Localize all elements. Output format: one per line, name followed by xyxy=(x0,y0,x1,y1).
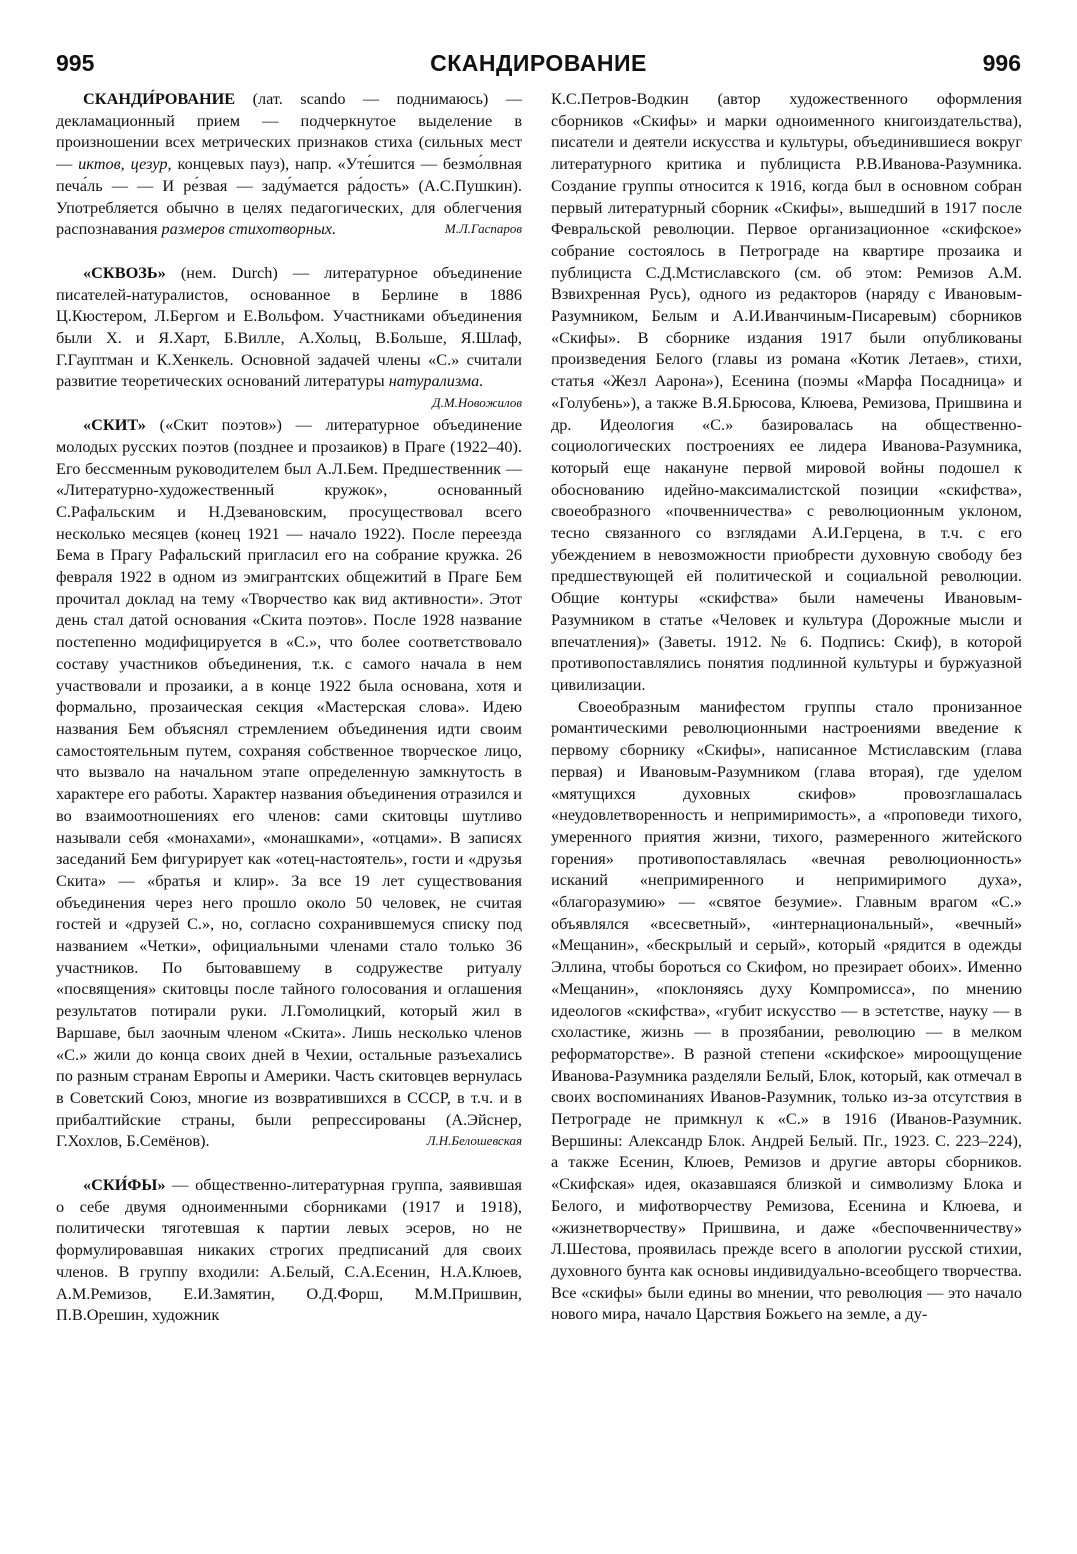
entry-text: (лат. scando — поднимаюсь) — декламационный прием — подчеркнутое выделение в произношении всех метрических признаков стиха (сильных мест — xyxy=(56,89,522,174)
author-signature: Д.М.Новожилов xyxy=(432,395,522,411)
entry-skit xyxy=(56,414,522,1152)
entry-paragraph xyxy=(56,414,522,1152)
running-title: СКАНДИРОВАНИЕ xyxy=(430,50,647,76)
entry-paragraph: Своеобразным манифестом группы стало пронизанное романтическими революционными настроениями введение к первому сборнику «Скифы», написанное Мстиславским (глава первая) и Ивановым-Разумником (глава вторая), где уделом «мятущихся духовных скифов» провозглашалась «неудовлетворенность и непримиримость», а «проповеди тихого, умеренного приятия жизни, тихого, размеренного житейского горения» противопоставлялась «вечная революционность» исканий «непримиренного и непримиримого духа», «благоразумию» — «святое безумие». Главным врагом «С.» объявлялся «всесветный», «интернациональный», «вечный» «Мещанин», «бескрылый и серый», который «рядится в одежды Эллина, чтобы бороться со Скифом, но презирает обоих». Именно «Мещанин», «поклоняясь духу Компромисса», по мнению идеологов «скифства», «губит искусство — в эстетстве, науку — в схоластике, жизнь — в прозябании, революцию — в мелком реформаторстве». В разной степени «скифское» мироощущение Иванова-Разумника разделяли Белый, Блок, который, как отмечал в своих воспоминаниях Иванов-Разумник, только из-за отсутствия в Петрограде не примкнул к «С.» в 1916 (Иванов-Разумник. Вершины: Александр Блок. Андрей Белый. Пг., 1923. С. 223–224), а также Есенин, Клюев, Ремизов и другие авторы сборников. «Скифская» идея, оказавшаяся близкой и символизму Блока и Белого, и мифотворчеству Ремизова, Есенина и Клюева, и «жизнетворчеству» Пришвина, и даже «беспочвенничеству» Л.Шестова, проявилась прежде всего в апологии русской стихии, духовного бунта как основы индивидуально-всеобщего творчества. Все «скифы» были едины во мнении, что революция — это начало нового мира, начало Царствия Божьего на земле, а ду- xyxy=(551,696,1022,1324)
headword: «СКИТ» xyxy=(83,415,146,435)
entry-text: («Скит поэтов») — литературное объединение молодых русских поэтов (позднее и прозаиков) в Праге (1922–40). Его бессменным руководителем был А.Л.Бем. Предшественник — «Литературно-художественный кружок», основанный С.Рафальским и Н.Дзевановским, просуществовал всего несколько месяцев (конец 1921 — начало 1922). После переезда Бема в Прагу Рафальский пригласил его на собрание кружка. 26 февраля 1922 в одном из эмигрантских общежитий в Праге Бем прочитал доклад на тему «Творчество как вид активности». Этот день стал датой основания «Скита поэтов». После 1928 название постепенно модифицируется в «С.», что более соответствовало составу участников объединения, т.к. с самого начала в нем участвовали и прозаики, а в конце 1922 была основана, хотя и формально, прозаическая секция «Мастерская слова». Идею названия Бем объяснял стремлением объединения идти своим самостоятельным путем, сохраняя собственное творческое лицо, что вызвало на начальном этапе определенную замкнутость в характере его работы. Характер названия объединения отразился и во взаимоотношениях его членов: сами скитовцы шутливо называли себя «монахами», «монашками», «отцами». В записях заседаний Бем фигурирует как «отец-настоятель», гости и «друзья Скита» — «братья и клир». За все 19 лет существования объединения через него прошло около 50 человек, не считая гостей и «друзей С.», но, согласно сохранившемуся списку под названием «Четки», официальными членами стало только 36 участников. По бытовавшему в содружестве ритуалу «посвящения» скитовцы после тайного голосования и оглашения результатов потирали руки. Л.Гомолицкий, который жил в Варшаве, был заочным членом «Скита». Лишь несколько членов «С.» жили до конца своих дней в Чехии, остальные разъехались по разным странам Европы и Америки. Часть скитовцев вернулась в Советский Союз, многие из возвратившихся в СССР, в т.ч. и в прибалтийские страны, были репрессированы (А.Эйснер, Г.Хохлов, Б.Семёнов). xyxy=(56,415,522,1151)
left-column xyxy=(56,88,522,1326)
author-signature: М.Л.Гаспаров xyxy=(444,221,522,237)
entry-paragraph xyxy=(56,1174,522,1326)
entry-skvoz xyxy=(56,262,522,411)
cross-reference: размеров стихотворных. xyxy=(161,219,337,239)
page-number-right: 996 xyxy=(982,50,1021,76)
entry-text: — общественно-литературная группа, заявившая о себе двумя одноименными сборниками (1917 и 1918), политически тяготевшая к партии левых эсеров, но не формулировавшая никаких строгих предписаний для своих членов. В группу входили: А.Белый, С.А.Есенин, Н.А.Клюев, А.М.Ремизов, Е.И.Замятин, О.Д.Форш, М.М.Пришвин, П.В.Орешин, художник xyxy=(56,1175,522,1325)
entry-paragraph xyxy=(56,262,522,411)
entry-paragraph: К.С.Петров-Водкин (автор художественного оформления сборников «Скифы» и марки одноименного книгоиздательства), писатели и деятели искусства и культуры, объединившиеся вокруг литературного критика и публициста Р.В.Иванова-Разумника. Создание группы относится к 1916, когда был в основном собран первый литературный сборник «Скифы», вышедший в 1917 после Февральской революции. Первое организационное «скифское» собрание состоялось в Петрограде на квартире прозаика и публициста С.Д.Мстиславского (см. об этом: Ремизов А.М. Взвихренная Русь), одного из редакторов (наряду с Ивановым-Разумником, Белым и А.И.Иванчиным-Писаревым) сборников «Скифы». В сборнике издания 1917 были опубликованы произведения Белого (главы из романа «Котик Летаев», стихи, статья «Жезл Аарона»), Есенина (поэмы «Марфа Посадница» и «Голубень»), а также В.Я.Брюсова, Клюева, Ремизова, Пришвина и др. Идеология «С.» базировалась на общественно-социологических построениях ее лидера Иванова-Разумника, который еще накануне первой мировой войны подошел к обоснованию идейно-максималистской позиции «скифства», своеобразного «почвенничества» с революционным уклоном, тесно связанного со взглядами А.И.Герцена, в т.ч. с его убеждением в невозможности приобрести духовную свободу без предшествующей ей политической и социальной революции. Общие контуры «скифства» были намечены Ивановым-Разумником в статье «Человек и культура (Дорожные мысли и впечатления)» (Заветы. 1912. № 6. Подпись: Скиф), в которой противопоставлялись понятия подлинной культуры и буржуазной цивилизации. xyxy=(551,89,1022,694)
headword: «СКИ́ФЫ» xyxy=(83,1175,166,1195)
cross-reference: натурализма. xyxy=(388,371,484,391)
entry-text: концевых пауз), напр. «Уте́шится — безмо́лвная печа́ль — — И ре́звая — заду́мается ра́дость» (А.С.Пушкин). Употребляется обычно в целях педагогических, для облегчения распознавания xyxy=(56,154,523,239)
headword: СКАНДИ́РОВАНИЕ xyxy=(83,89,236,108)
headword: «СКВОЗЬ» xyxy=(83,262,166,282)
entry-paragraph xyxy=(56,88,522,240)
page-header xyxy=(56,50,1021,84)
entry-skify-continued xyxy=(551,88,1022,1325)
entry-skandirovanie xyxy=(56,88,522,240)
page-number-left: 995 xyxy=(56,50,95,76)
right-column xyxy=(551,88,1022,1325)
cross-reference: иктов, цезур, xyxy=(78,154,172,174)
author-signature: Л.Н.Белошевская xyxy=(426,1133,522,1149)
entry-text: (нем. Durch) — литературное объединение писателей-натуралистов, основанное в Берлине в 1886 Ц.Кюстером, Л.Бергом и Е.Вольфом. Участниками объединения были Х. и Я.Харт, Б.Вилле, А.Хольц, В.Больше, Я.Шлаф, Г.Гауптман и К.Хенкель. Основной задачей члены «С.» считали развитие теоретических оснований литературы xyxy=(56,262,522,391)
entry-skify xyxy=(56,1174,522,1326)
